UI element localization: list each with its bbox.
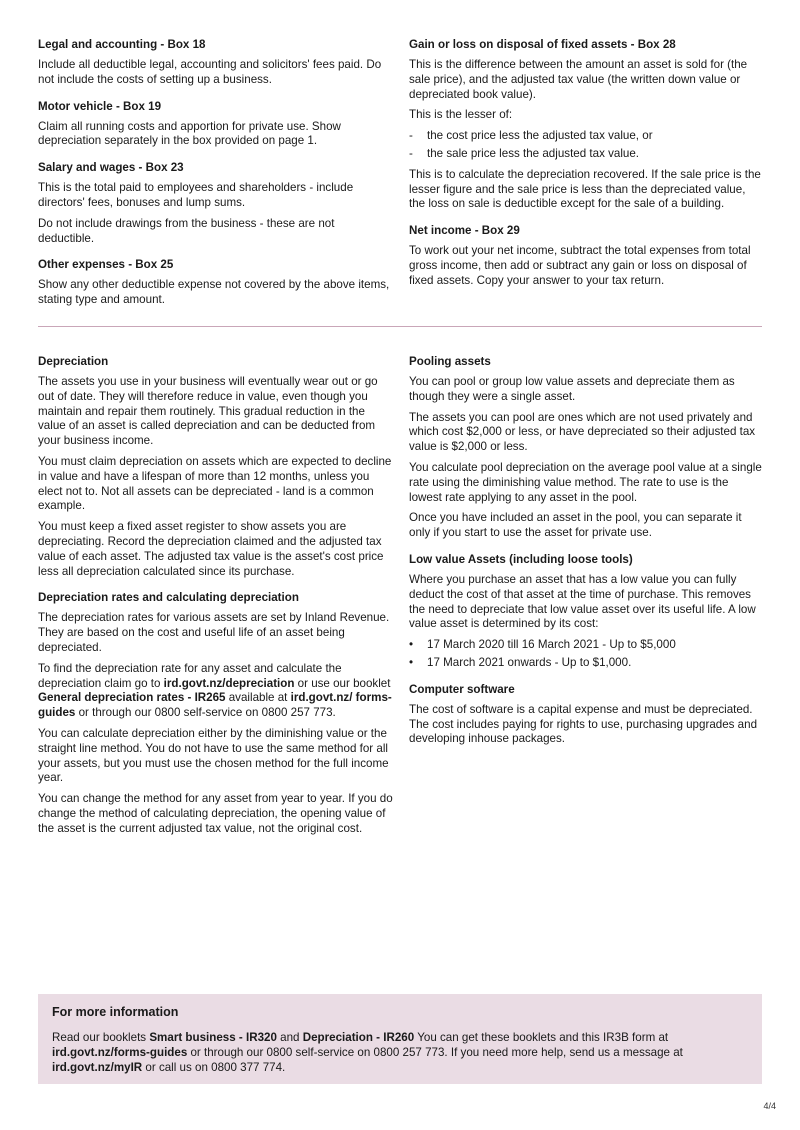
section-text: The depreciation rates for various assets are set by Inland Revenue. They are based on the cost and useful life of an asset being depreciated. [38,611,390,654]
depreciation-link[interactable]: ird.govt.nz/depreciation [163,676,295,690]
dash-marker: - [409,146,413,160]
section-text: Include all deductible legal, accounting and solicitors' fees paid. Do not include the costs of setting up a business. [38,58,382,86]
section-text: The cost of software is a capital expense and must be depreciated. The cost includes paying for rights to use, purchasing upgrades and developing inhouse packages. [409,702,758,746]
section-text: Where you purchase an asset that has a low value you can fully deduct the cost of that asset at the time of purchase. This removes the need to depreciate that low value asset over its useful life. A low value asset is determined by its cost: [409,572,756,631]
section-heading: Pooling assets [409,355,491,368]
section-heading: Salary and wages - Box 23 [38,161,184,175]
bottom-right-column [409,355,764,759]
section-motor-vehicle [38,100,393,150]
list-item: • 17 March 2021 onwards - Up to $1,000. [409,655,632,669]
section-heading: Depreciation rates and calculating depreciation [38,591,299,605]
dash-marker: - [409,129,413,143]
section-computer-software [409,683,764,747]
myir-link[interactable]: ird.govt.nz/myIR [52,1061,143,1074]
dash-list [409,129,764,162]
section-text: Claim all running costs and apportion for private use. Show depreciation separately in the box provided on page 1. [38,119,341,148]
bullet-list [409,638,764,671]
ir265-booklet-title: General depreciation rates - IR265 [38,691,226,705]
section-text: This is the total paid to employees and shareholders - include directors' fees, bonuses and lump sums. [38,181,354,209]
section-text: Show any other deductible expense not covered by the above items, stating type and amount. [38,278,390,307]
section-depreciation [38,355,393,579]
bullet-marker: • [409,655,414,669]
list-item: - the sale price less the adjusted tax value. [409,146,640,160]
section-text: You must claim depreciation on assets which are expected to decline in value and have a lifespan of more than 12 months, unless you elect not to. Not all assets can be depreciated - land is a common example. [38,454,392,513]
section-heading: Gain or loss on disposal of fixed assets - Box 28 [409,38,676,51]
section-heading: Other expenses - Box 25 [38,258,174,272]
section-heading: Depreciation [38,355,109,368]
section-text: You can change the method for any asset from year to year. If you do change the method of calculating depreciation, the opening value of the asset is the current adjusted tax value, not the original cost. [38,792,393,835]
bottom-left-column [38,355,393,849]
forms-guides-link[interactable]: ird.govt.nz/ forms-guides [38,691,392,720]
page-number: 4/4 [763,1101,776,1111]
more-information-heading: For more information [52,1005,179,1019]
section-text: You can calculate depreciation either by the diminishing value or the straight line method. You do not have to use the same method for all your assets, but you must use the chosen method for the full income year. [38,726,389,785]
ir260-booklet-title: Depreciation - IR260 [302,1031,415,1044]
section-text: This is the lesser of: [409,108,513,122]
list-item: - the cost price less the adjusted tax value, or [409,129,653,143]
section-depreciation-rates [38,591,393,836]
section-heading: Legal and accounting - Box 18 [38,38,206,51]
section-net-income [409,224,764,288]
section-text: You must keep a fixed asset register to show assets you are depreciating. Record the depreciation claimed and the adjusted tax value of each asset. The adjusted tax value is the asset's cost price less all depreciation calculated since its purchase. [38,520,384,578]
section-text: You can pool or group low value assets and depreciate them as though they were a single asset. [409,375,735,403]
section-low-value-assets [409,553,764,671]
section-divider [38,326,762,327]
section-text: The assets you can pool are ones which are not used privately and which cost $2,000 or less, or have depreciated so their adjusted tax value is $2,000 or less. [409,410,756,454]
section-legal-accounting [38,38,393,88]
section-text: You calculate pool depreciation on the average pool value at a single rate using the diminishing value method. The rate to use is the lowest rate applying to any asset in the pool. [409,460,762,504]
section-heading: Computer software [409,682,515,696]
section-text-with-links: To find the depreciation rate for any asset and calculate the depreciation claim go to ird.govt.nz/depreciation or use our booklet General depreciation rates - IR265 available at ird.govt.nz/ forms-guides or through our 0800 self-service on 0800 257 773. [38,661,392,720]
top-left-column [38,38,393,320]
top-right-column [409,38,764,301]
list-item: • 17 March 2020 till 16 March 2021 - Up to $5,000 [409,638,676,652]
section-other-expenses [38,258,393,308]
section-text: This is the difference between the amount an asset is sold for (the sale price), and the adjusted tax value (the written down value or depreciated book value). [409,58,748,101]
bullet-marker: • [409,638,414,652]
section-pooling-assets [409,355,764,541]
section-text: The assets you use in your business will eventually wear out or go out of date. They will therefore reduce in value, even though you maintain and repair them routinely. This gradual reduction in the value of an asset is called depreciation and can be deducted from your business income. [38,375,378,448]
section-text: Do not include drawings from the business - these are not deductible. [38,216,335,245]
section-text: Once you have included an asset in the pool, you can separate it only if you start to use the asset for private use. [409,511,742,540]
forms-guides-link[interactable]: ird.govt.nz/forms-guides [52,1046,188,1059]
section-gain-loss-disposal [409,38,764,212]
section-heading: Net income - Box 29 [409,224,520,238]
section-heading: Low value Assets (including loose tools) [409,552,633,566]
section-text: To work out your net income, subtract the total expenses from total gross income, then add or subtract any gain or loss on disposal of fixed assets. Copy your answer to your tax return. [409,244,751,287]
more-information-box [38,994,762,1084]
section-salary-wages [38,161,393,246]
section-heading: Motor vehicle - Box 19 [38,99,162,113]
more-information-text: Read our booklets Smart business - IR320 and Depreciation - IR260 You can get these booklets and this IR3B form at ird.govt.nz/forms-guides or through our 0800 self-service on 0800 257 773. If you need more help, send us a message at ird.govt.nz/myIR or call us on 0800 377 774. [52,1031,683,1074]
section-text: This is to calculate the depreciation recovered. If the sale price is the lesser figure and the sale price is less than the depreciated value, the loss on sale is deductible except for the sale of a building. [409,167,761,211]
ir320-booklet-title: Smart business - IR320 [149,1031,277,1044]
